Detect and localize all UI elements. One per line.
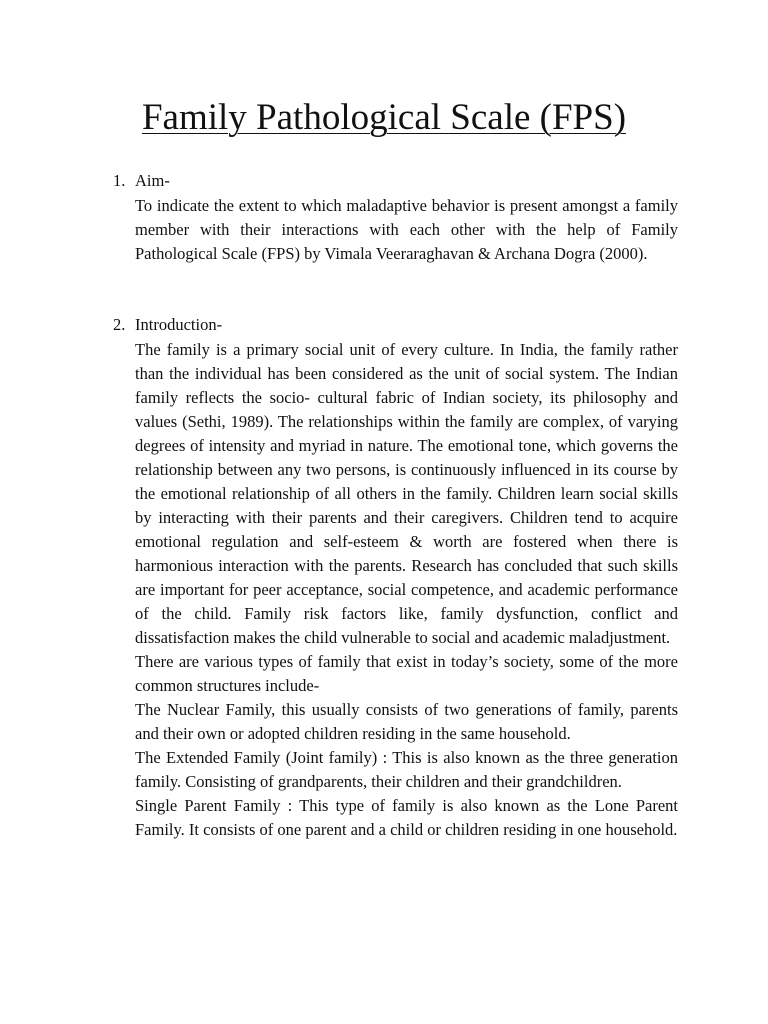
paragraph: Single Parent Family : This type of family is also known as the Lone Parent Family. It consists of one parent and a child or children residing in one household.	[135, 796, 678, 839]
section-heading	[0, 170, 768, 192]
section-introduction	[0, 314, 768, 842]
paragraph: The family is a primary social unit of every culture. In India, the family rather than the individual has been considered as the unit of social system. The Indian family reflects the socio- cultural fabric of Indian society, its philosophy and values (Sethi, 1989). The relationships within the family are complex, of varying degrees of intensity and myriad in nature. The emotional tone, which governs the relationship between any two persons, is continuously influenced in its course by the emotional relationship of all others in the family. Children learn social skills by interacting with their parents and their caregivers. Children tend to acquire emotional regulation and self-esteem & worth are fostered when there is harmonious interaction with the parents. Research has concluded that such skills are important for peer acceptance, social competence, and academic performance of the child. Family risk factors like, family dysfunction, conflict and dissatisfaction makes the child vulnerable to social and academic maladjustment.	[135, 340, 678, 647]
paragraph: There are various types of family that exist in today’s society, some of the more common structures include-	[135, 652, 678, 695]
paragraph: To indicate the extent to which maladaptive behavior is present amongst a family member with their interactions with each other with the help of Family Pathological Scale (FPS) by Vimala Veeraraghavan & Archana Dogra (2000).	[135, 196, 678, 263]
page-title-text: Family Pathological Scale (FPS)	[141, 97, 627, 138]
section-heading-label: Aim-	[135, 171, 170, 190]
section-number: 1.	[113, 171, 126, 190]
page-title	[0, 94, 768, 142]
section-aim	[0, 170, 768, 266]
section-heading-label: Introduction-	[135, 315, 223, 334]
section-body	[0, 338, 768, 842]
paragraph: The Nuclear Family, this usually consists of two generations of family, parents and their own or adopted children residing in the same household.	[135, 700, 678, 743]
section-number: 2.	[113, 315, 126, 334]
section-body	[0, 194, 768, 266]
paragraph: The Extended Family (Joint family) : This is also known as the three generation family. Consisting of grandparents, their children and their grandchildren.	[135, 748, 678, 791]
section-heading	[0, 314, 768, 336]
